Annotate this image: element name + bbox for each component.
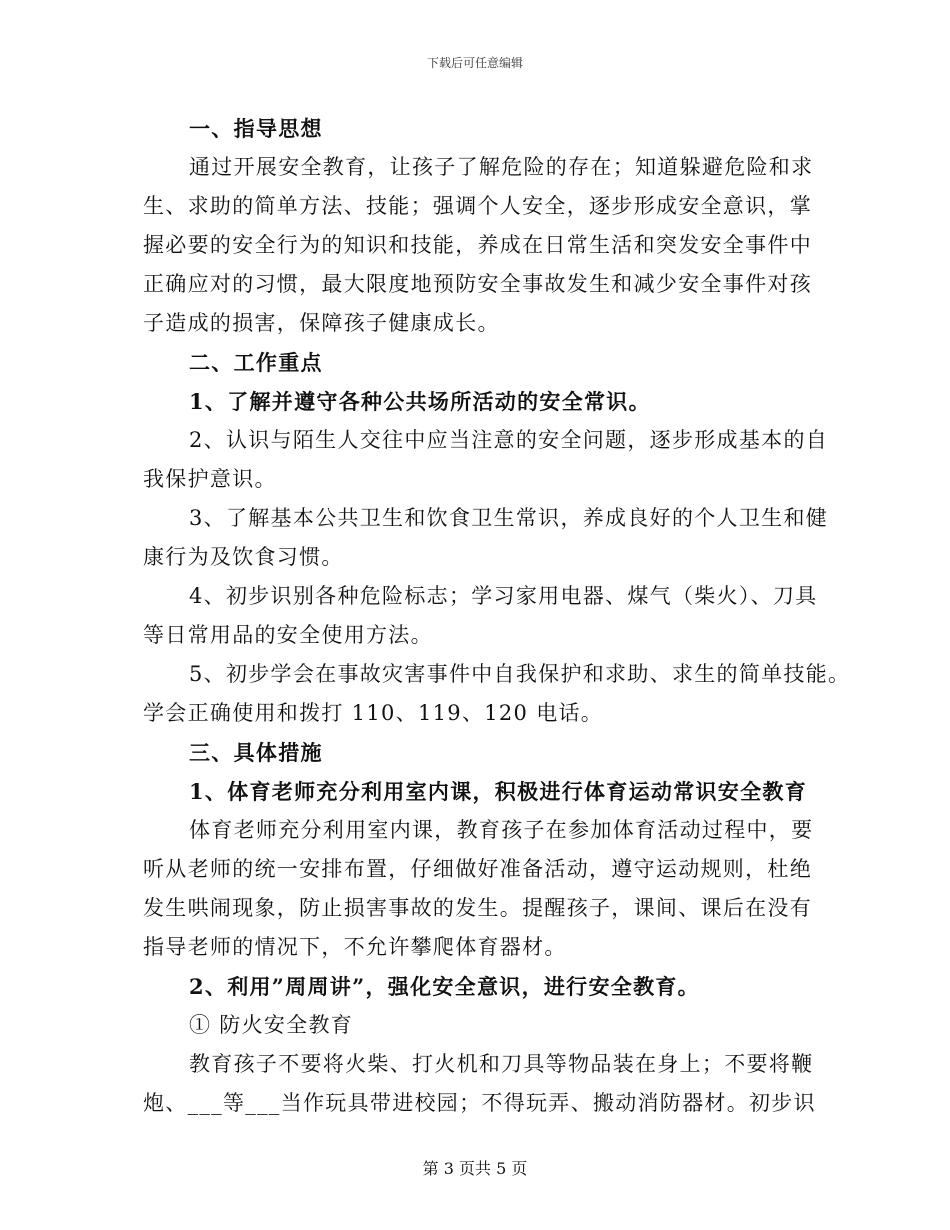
body-text-line: 正确应对的习惯，最大限度地预防安全事故发生和减少安全事件对孩 <box>143 272 812 296</box>
body-text-line: 听从老师的统一安排布置，仔细做好准备活动，遵守运动规则，杜绝 <box>143 857 812 881</box>
body-text-line: 2、认识与陌生人交往中应当注意的安全问题，逐步形成基本的自 <box>189 428 829 452</box>
body-text-line: 通过开展安全教育，让孩子了解危险的存在；知道躲避危险和求 <box>189 155 814 179</box>
body-text-line: 康行为及饮食习惯。 <box>143 545 344 569</box>
body-text-line: 教育孩子不要将火柴、打火机和刀具等物品装在身上；不要将鞭 <box>189 1052 814 1076</box>
body-text-line: 体育老师充分利用室内课，教育孩子在参加体育活动过程中，要 <box>189 818 814 842</box>
body-text-line: 指导老师的情况下，不允许攀爬体育器材。 <box>143 935 567 959</box>
body-text-line: ① 防火安全教育 <box>189 1013 354 1037</box>
body-text-line: 炮、___等___当作玩具带进校园；不得玩弄、搬动消防器材。初步识 <box>143 1091 816 1115</box>
section-heading: 三、具体措施 <box>189 740 323 765</box>
body-text-line: 子造成的损害，保障孩子健康成长。 <box>143 311 500 335</box>
body-text-line: 我保护意识。 <box>143 467 277 491</box>
body-text-line: 生、求助的简单方法、技能；强调个人安全，逐步形成安全意识，掌 <box>143 194 812 218</box>
section-heading: 一、指导思想 <box>189 116 323 141</box>
section-heading: 1、体育老师充分利用室内课，积极进行体育运动常识安全教育 <box>189 779 808 804</box>
document-body <box>143 110 851 1124</box>
body-text-line: 握必要的安全行为的知识和技能，养成在日常生活和突发安全事件中 <box>143 233 812 257</box>
section-heading: 二、工作重点 <box>189 350 323 375</box>
page-header: 下载后可任意编辑 <box>426 56 523 70</box>
body-text-line: 5、初步学会在事故灾害事件中自我保护和求助、求生的简单技能。 <box>189 662 851 686</box>
body-text-line: 学会正确使用和拨打 110、119、120 电话。 <box>143 701 604 725</box>
page-footer: 第 3 页共 5 页 <box>422 1159 528 1178</box>
section-heading: 2、利用”周周讲”，强化安全意识，进行安全教育。 <box>189 974 700 999</box>
body-text-line: 等日常用品的安全使用方法。 <box>143 623 433 647</box>
body-text-line: 4、初步识别各种危险标志；学习家用电器、煤气（柴火）、刀具 <box>189 584 818 608</box>
body-text-line: 3、了解基本公共卫生和饮食卫生常识，养成良好的个人卫生和健 <box>189 506 829 530</box>
section-heading: 1、了解并遵守各种公共场所活动的安全常识。 <box>189 389 651 414</box>
body-text-line: 发生哄闹现象，防止损害事故的发生。提醒孩子，课间、课后在没有 <box>143 896 812 920</box>
